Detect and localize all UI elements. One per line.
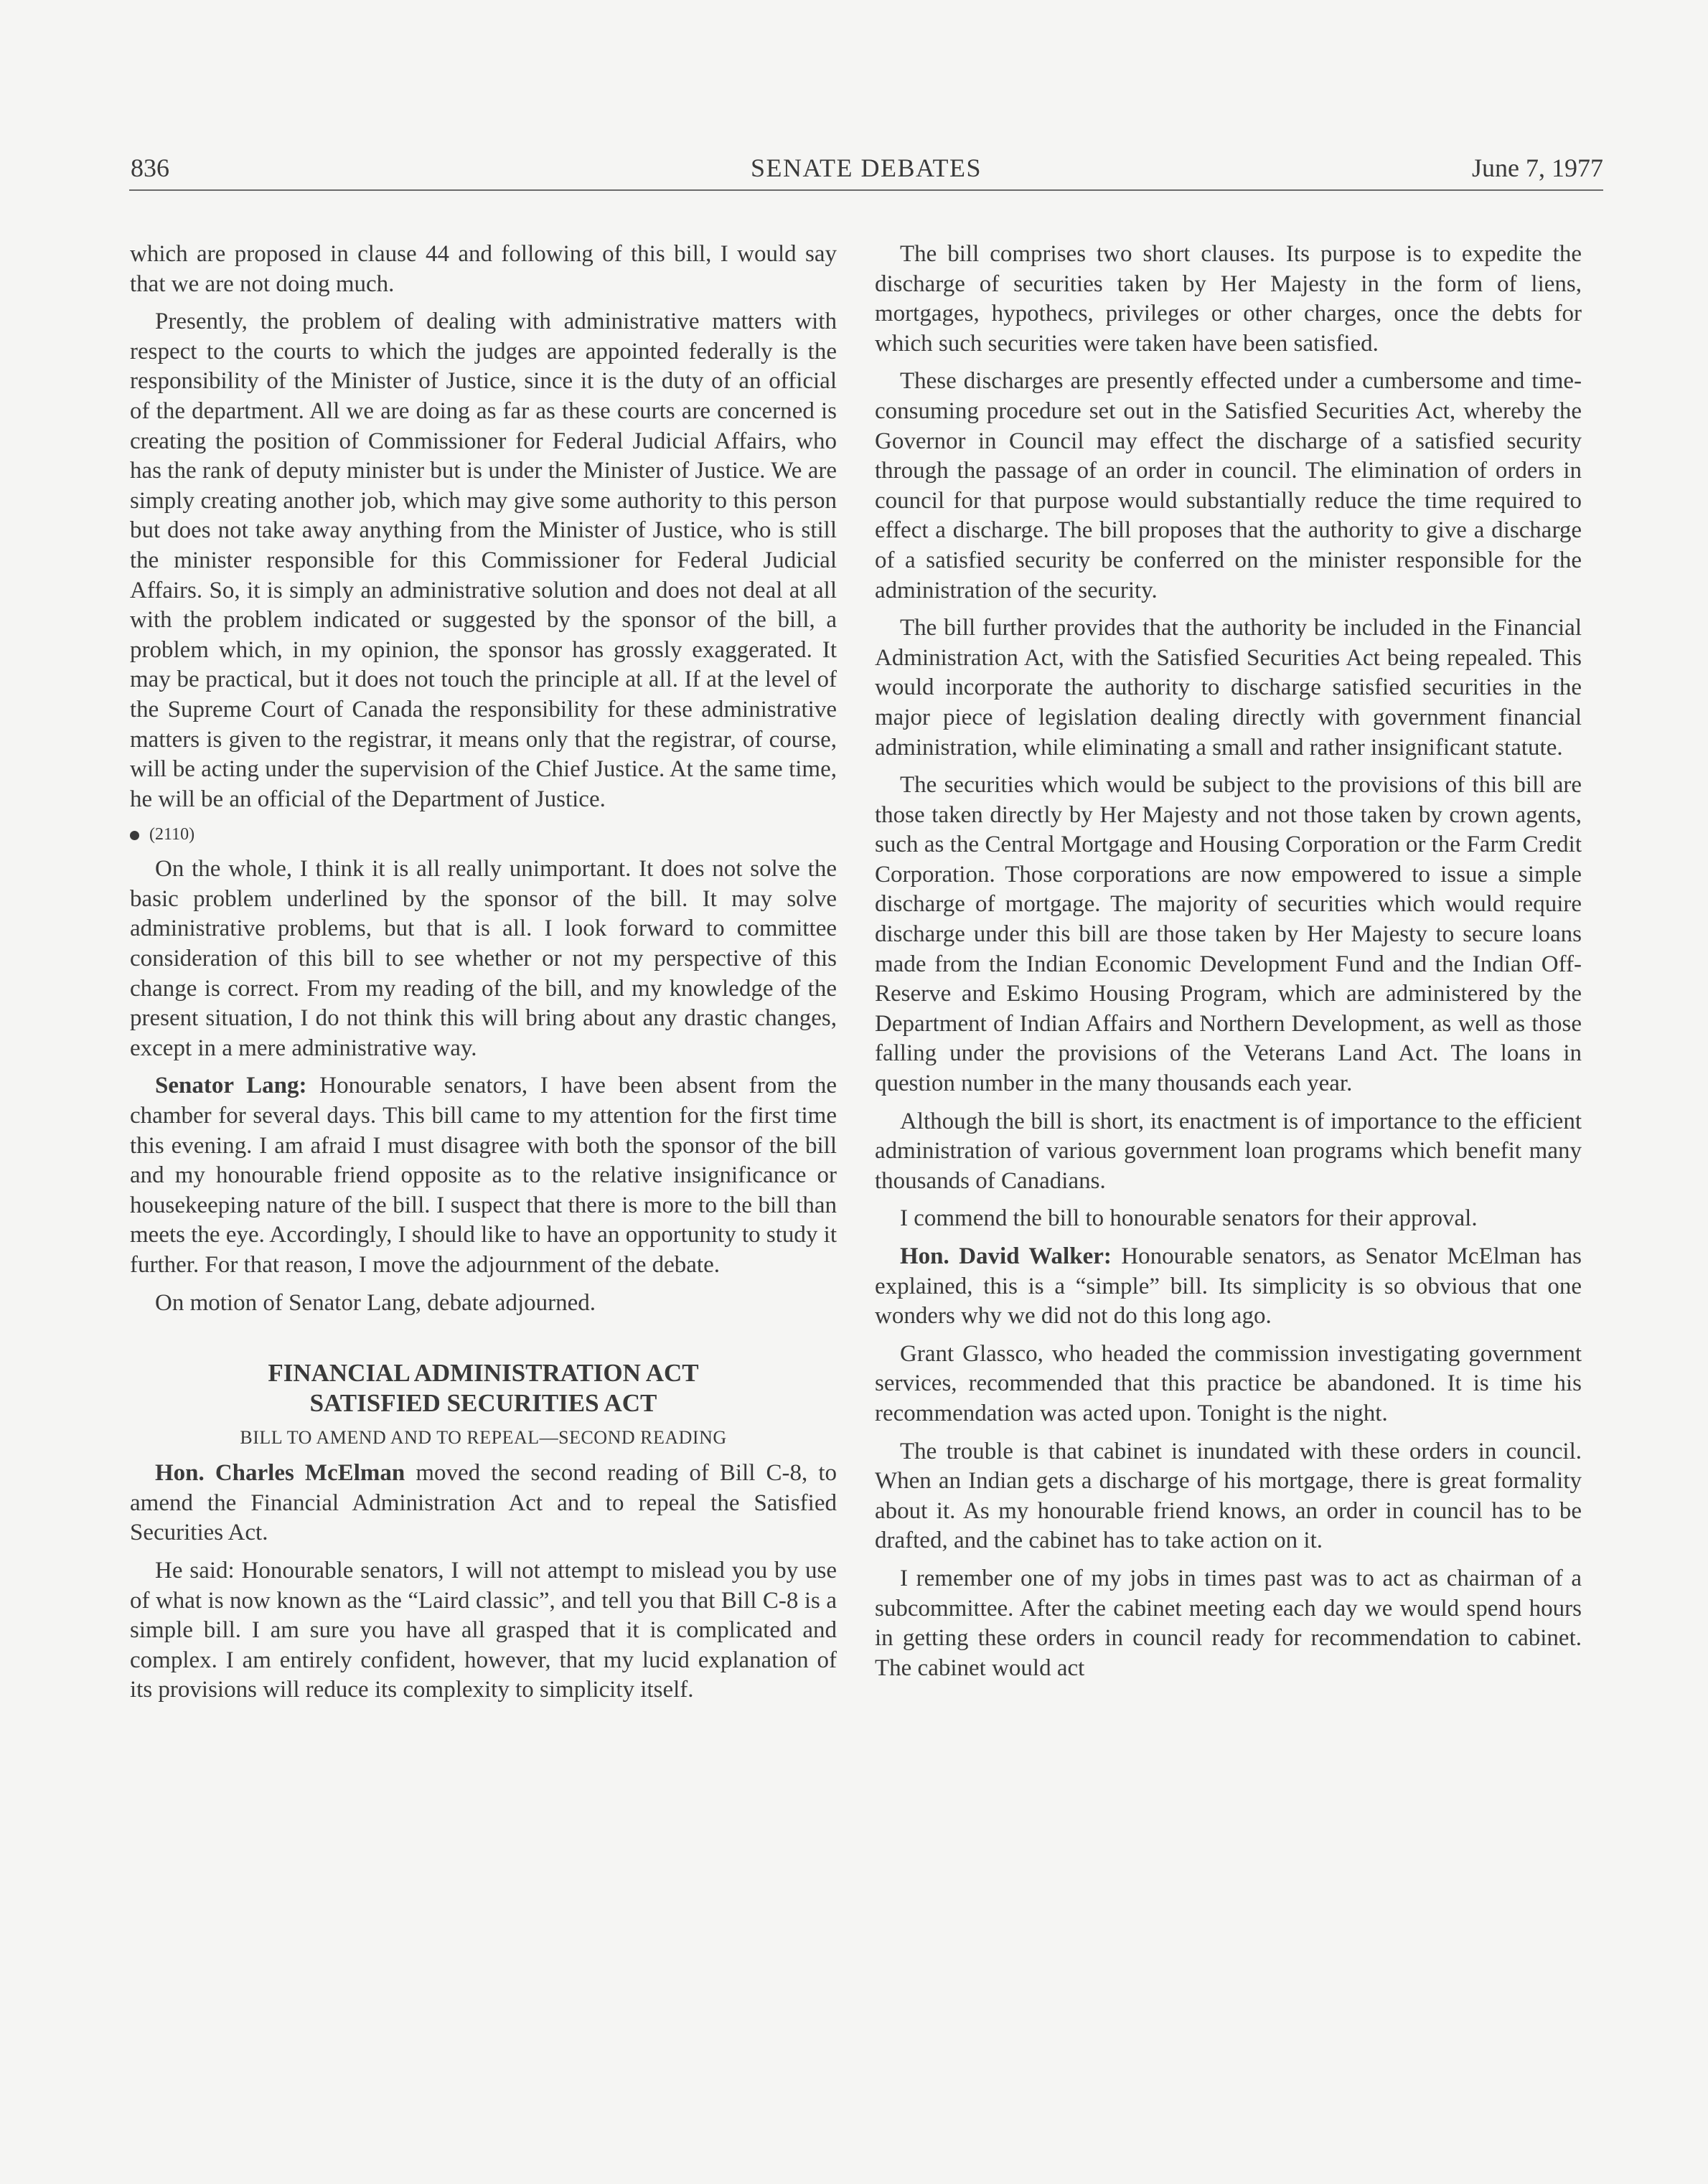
speech-paragraph	[875, 1242, 1582, 1332]
paragraph: which are proposed in clause 44 and following of this bill, I would say that we are not doing much.	[130, 241, 837, 297]
speaker-name: Hon. Charles McElman	[155, 1460, 405, 1487]
time-marker-label: (2110)	[149, 825, 195, 844]
speaker-name: Hon. David Walker:	[900, 1243, 1112, 1269]
paragraph: The trouble is that cabinet is inundated with these orders in council. When an Indian gets a discharge of his mortgage, there is great formality about it. As my honourable friend knows, an order in council has to be drafted, and the cabinet has to take action on it.	[875, 1438, 1582, 1554]
paragraph: The securities which would be subject to the provisions of this bill are those taken directly by Her Majesty and not those taken by crown agents, such as the Central Mortgage and Housing Corporation or the Farm Credit Corporation. Those corporations are now empowered to issue a simple discharge of mortgage. The majority of securities which would require discharge under this bill are those taken by Her Majesty to secure loans made from the Indian Economic Development Fund and the Indian Off-Reserve and Eskimo Housing Program, which are administered by the Department of Indian Affairs and Northern Development, as well as those falling under the provisions of the Veterans Land Act. The loans in question number in the many thousands each year.	[875, 772, 1582, 1097]
paragraph: He said: Honourable senators, I will not attempt to mislead you by use of what is now known as the “Laird classic”, and tell you that Bill C-8 is a simple bill. I am sure you have all grasped that it is complicated and complex. I am entirely confident, however, that my lucid explanation of its provisions will reduce its complexity to simplicity itself.	[130, 1557, 837, 1703]
paragraph: Grant Glassco, who headed the commission investigating government services, recommended that this practice be abandoned. It is time his recommendation was acted upon. Tonight is the night.	[875, 1340, 1582, 1426]
paragraph: Although the bill is short, its enactment is of importance to the efficient administration of various government loan programs which benefit many thousands of Canadians.	[875, 1108, 1582, 1194]
page-header	[129, 152, 1603, 191]
time-marker	[130, 822, 837, 847]
left-column	[130, 240, 837, 1713]
paragraph: On motion of Senator Lang, debate adjourned.	[155, 1289, 596, 1316]
paragraph: The bill comprises two short clauses. Its purpose is to expedite the discharge of securities taken by Her Majesty in the form of liens, mortgages, hypothecs, privileges or other charges, once the debts for which such securities were taken have been satisfied.	[875, 241, 1582, 357]
bullet-icon	[130, 831, 139, 840]
publication-title: SENATE DEBATES	[750, 154, 982, 182]
speech-text: moved the second reading of Bill C-8, to amend the Financial Administration Act and to repeal the Satisfied Securities Act.	[130, 1460, 837, 1546]
right-column	[875, 240, 1582, 1691]
paragraph: I commend the bill to honourable senators for their approval.	[900, 1205, 1478, 1232]
speech-text: Honourable senators, as Senator McElman has explained, this is a “simple” bill. Its simplicity is so obvious that one wonders why we did not do this long ago.	[875, 1243, 1582, 1329]
paragraph: On the whole, I think it is all really unimportant. It does not solve the basic problem underlined by the sponsor of the bill. It may solve administrative problems, but that is all. I look forward to committee consideration of this bill to see whether or not my perspective of this change is correct. From my reading of the bill, and my knowledge of the present situation, I do not think this will bring about any drastic changes, except in a mere administrative way.	[130, 856, 837, 1061]
speech-paragraph	[130, 1071, 837, 1280]
paragraph: These discharges are presently effected under a cumbersome and time-consuming procedure set out in the Satisfied Securities Act, whereby the Governor in Council may effect the discharge of a satisfied security through the passage of an order in council. The elimination of orders in council for that purpose would substantially reduce the time required to effect a discharge. The bill proposes that the authority to give a discharge of a satisfied security be conferred on the minister responsible for the administration of the security.	[875, 368, 1582, 603]
paragraph: The bill further provides that the authority be included in the Financial Administration Act, with the Satisfied Securities Act being repealed. This would incorporate the authority to discharge satisfied securities in the major piece of legislation dealing directly with government financial administration, while eliminating a small and rather insignificant statute.	[875, 615, 1582, 761]
section-heading-line: SATISFIED SECURITIES ACT	[309, 1389, 657, 1418]
page-number: 836	[131, 154, 169, 182]
section-subheading: BILL TO AMEND AND TO REPEAL—SECOND READING	[240, 1427, 727, 1449]
speech-text: Honourable senators, I have been absent from the chamber for several days. This bill came to my attention for the first time this evening. I am afraid I must disagree with both the sponsor of the bill and my honourable friend opposite as to the relative insignificance or housekeeping nature of the bill. I suspect that there is more to the bill than meets the eye. Accordingly, I should like to have an opportunity to study it further. For that reason, I move the adjournment of the debate.	[130, 1073, 837, 1278]
speech-paragraph	[130, 1459, 837, 1548]
section-heading	[130, 1358, 837, 1418]
paragraph: I remember one of my jobs in times past was to act as chairman of a subcommittee. After the cabinet meeting each day we would spend hours in getting these orders in council ready for recommendation to cabinet. The cabinet would act	[875, 1565, 1582, 1681]
speaker-name: Senator Lang:	[155, 1073, 307, 1099]
paragraph: Presently, the problem of dealing with administrative matters with respect to the courts to which the judges are appointed federally is the responsibility of the Minister of Justice, since it is the duty of an official of the department. All we are doing as far as these courts are concerned is creating the position of Commissioner for Federal Judicial Affairs, who has the rank of deputy minister but is under the Minister of Justice. We are simply creating another job, which may give some authority to this person but does not take away anything from the Minister of Justice, who is still the minister responsible for this Commissioner for Federal Judicial Affairs. So, it is simply an administrative solution and does not deal at all with the problem indicated or suggested by the sponsor of the bill, a problem which, in my opinion, the sponsor has grossly exaggerated. It may be practical, but it does not touch the principle at all. If at the level of the Supreme Court of Canada the responsibility for these administrative matters is given to the registrar, it means only that the registrar, of course, will be acting under the supervision of the Chief Justice. At the same time, he will be an official of the Department of Justice.	[130, 309, 837, 812]
section-heading-line: FINANCIAL ADMINISTRATION ACT	[268, 1359, 699, 1388]
publication-date: June 7, 1977	[1472, 154, 1603, 182]
